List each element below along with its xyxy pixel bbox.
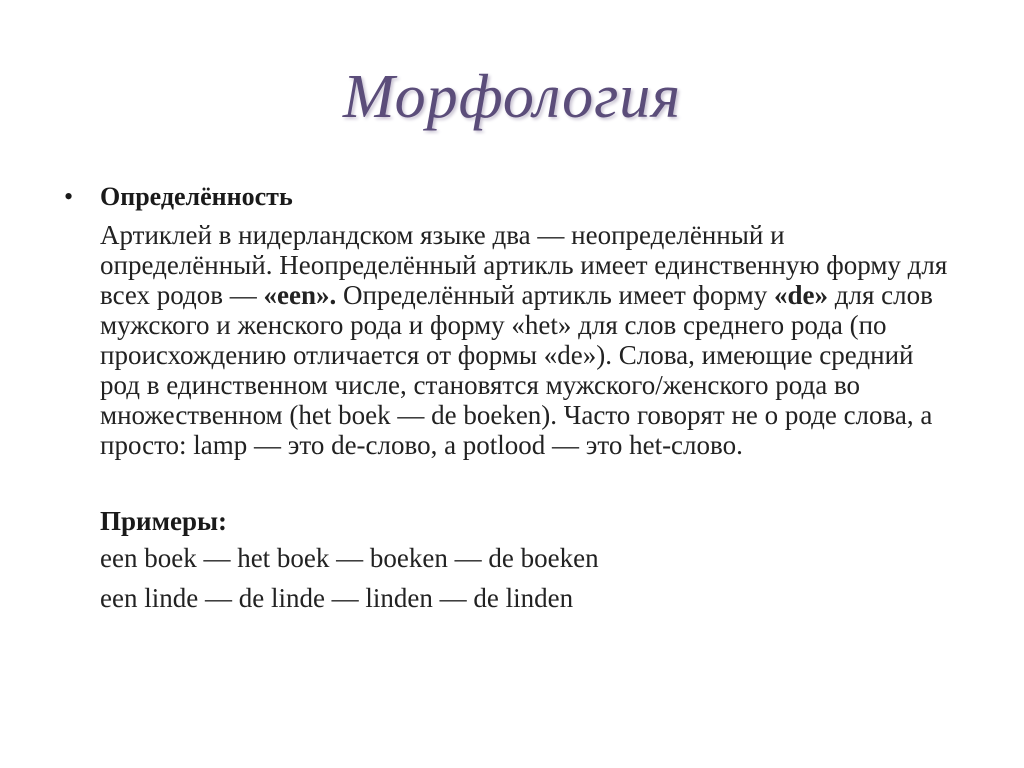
bullet-item	[64, 180, 964, 214]
example-line: een boek — het boek — boeken — de boeken	[100, 543, 599, 573]
paragraph-part-3: для слов мужского и женского рода и форму «het» для слов среднего рода (по происхождению отличается от формы «de»). Слова, имеющие средний род в единственном числе, становятся мужского/женского рода во множественном (het boek — de boeken). Часто говорят не о роде слова, а просто: lamp — это de-слово, а potlood — это het-слово.	[100, 280, 933, 460]
example-line: een linde — de linde — linden — de linden	[100, 583, 574, 613]
examples-heading: Примеры:	[100, 506, 228, 536]
slide-content	[64, 180, 964, 618]
bullet-icon: •	[64, 182, 74, 211]
paragraph-part-1: Артиклей в нидерландском языке два — неопределённый и определённый. Неопределённый артикль имеет единственную форму для всех родов —	[100, 220, 948, 310]
slide-title: Морфология	[342, 63, 682, 131]
paragraph-part-2: Определённый артикль имеет форму	[336, 280, 774, 310]
paragraph-bold-een: «een».	[263, 280, 337, 310]
paragraph-bold-de: «de»	[773, 280, 828, 310]
body-paragraph	[100, 220, 950, 460]
bullet-heading: Определённость	[100, 182, 293, 211]
